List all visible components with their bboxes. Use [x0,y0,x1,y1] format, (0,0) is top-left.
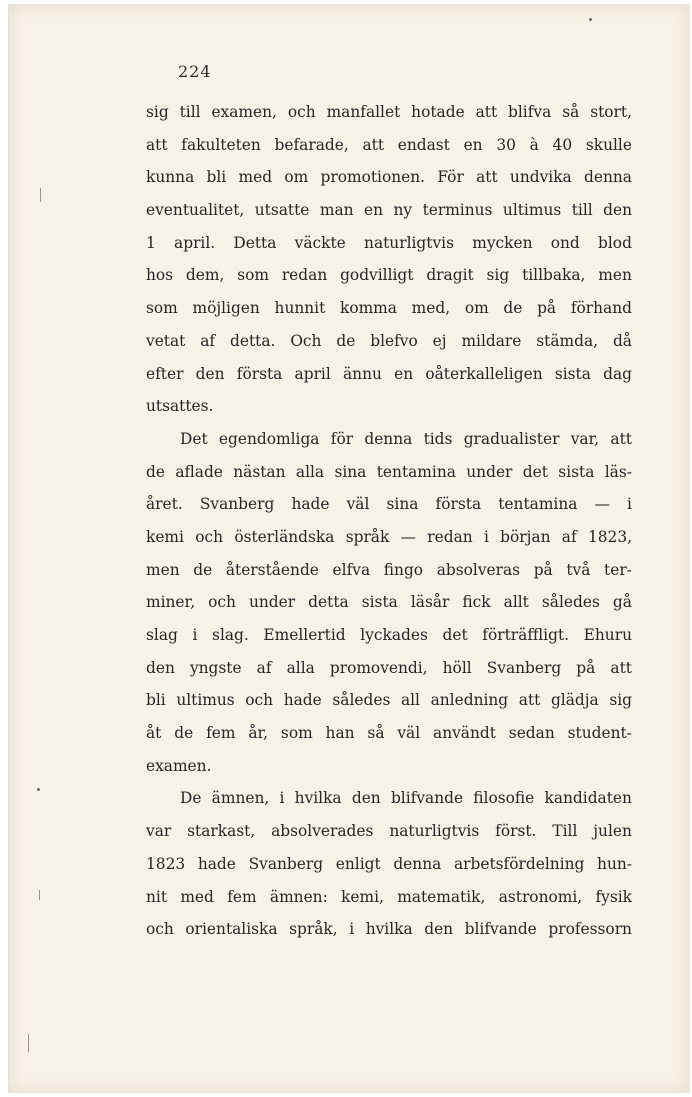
page-number: 224 [178,62,212,81]
margin-mark [40,188,41,202]
text-line: och orientaliska språk, i hvilka den blifvande professorn [146,920,632,939]
text-line: 1823 hade Svanberg enligt denna arbetsfördelning hun- [146,854,632,873]
text-line: den yngste af alla promovendi, höll Svanberg på att [146,658,632,677]
text-line: men de återstående elfva fingo absolveras på två ter- [146,560,632,579]
text-line: miner, och under detta sista läsår fick allt således gå [146,593,632,612]
text-line: efter den första april ännu en oåterkalleligen sista dag [146,364,632,383]
text-line: åt de fem år, som han så väl användt sedan student- [146,724,632,743]
speck-dot [589,18,592,21]
text-line: 1 april. Detta väckte naturligtvis mycken ond blod [146,233,632,252]
text-line: sig till examen, och manfallet hotade att blifva så stort, [146,103,632,121]
text-line: examen. [146,756,212,775]
text-line: att fakulteten befarade, att endast en 30 à 40 skulle [146,135,632,154]
text-line: slag i slag. Emellertid lyckades det förträffligt. Ehuru [146,626,632,644]
margin-mark [28,1034,29,1052]
book-page [8,4,690,1093]
speck-dot [37,788,40,791]
margin-mark [39,890,40,900]
text-line: kemi och österländska språk — redan i början af 1823, [146,527,632,546]
text-line: var starkast, absolverades naturligtvis först. Till julen [146,822,632,841]
text-line: kunna bli med om promotionen. För att undvika denna [146,168,632,187]
text-line: året. Svanberg hade väl sina första tentamina — i [146,495,632,514]
text-line: nit med fem ämnen: kemi, matematik, astronomi, fysik [146,887,632,906]
body-text [146,96,632,946]
text-line: Det egendomliga för denna tids gradualister var, att [180,429,632,448]
text-line: vetat af detta. Och de blefvo ej mildare stämda, då [146,331,632,350]
text-line: de aflade nästan alla sina tentamina under det sista läs- [146,462,632,481]
text-line: bli ultimus och hade således all anledning att glädja sig [146,691,632,710]
text-line: som möjligen hunnit komma med, om de på förhand [146,299,632,318]
text-line: eventualitet, utsatte man en ny terminus ultimus till den [146,201,632,220]
text-line: utsattes. [146,397,214,416]
text-line: hos dem, som redan godvilligt dragit sig tillbaka, men [146,266,632,285]
text-line: De ämnen, i hvilka den blifvande filosofie kandidaten [180,789,632,808]
